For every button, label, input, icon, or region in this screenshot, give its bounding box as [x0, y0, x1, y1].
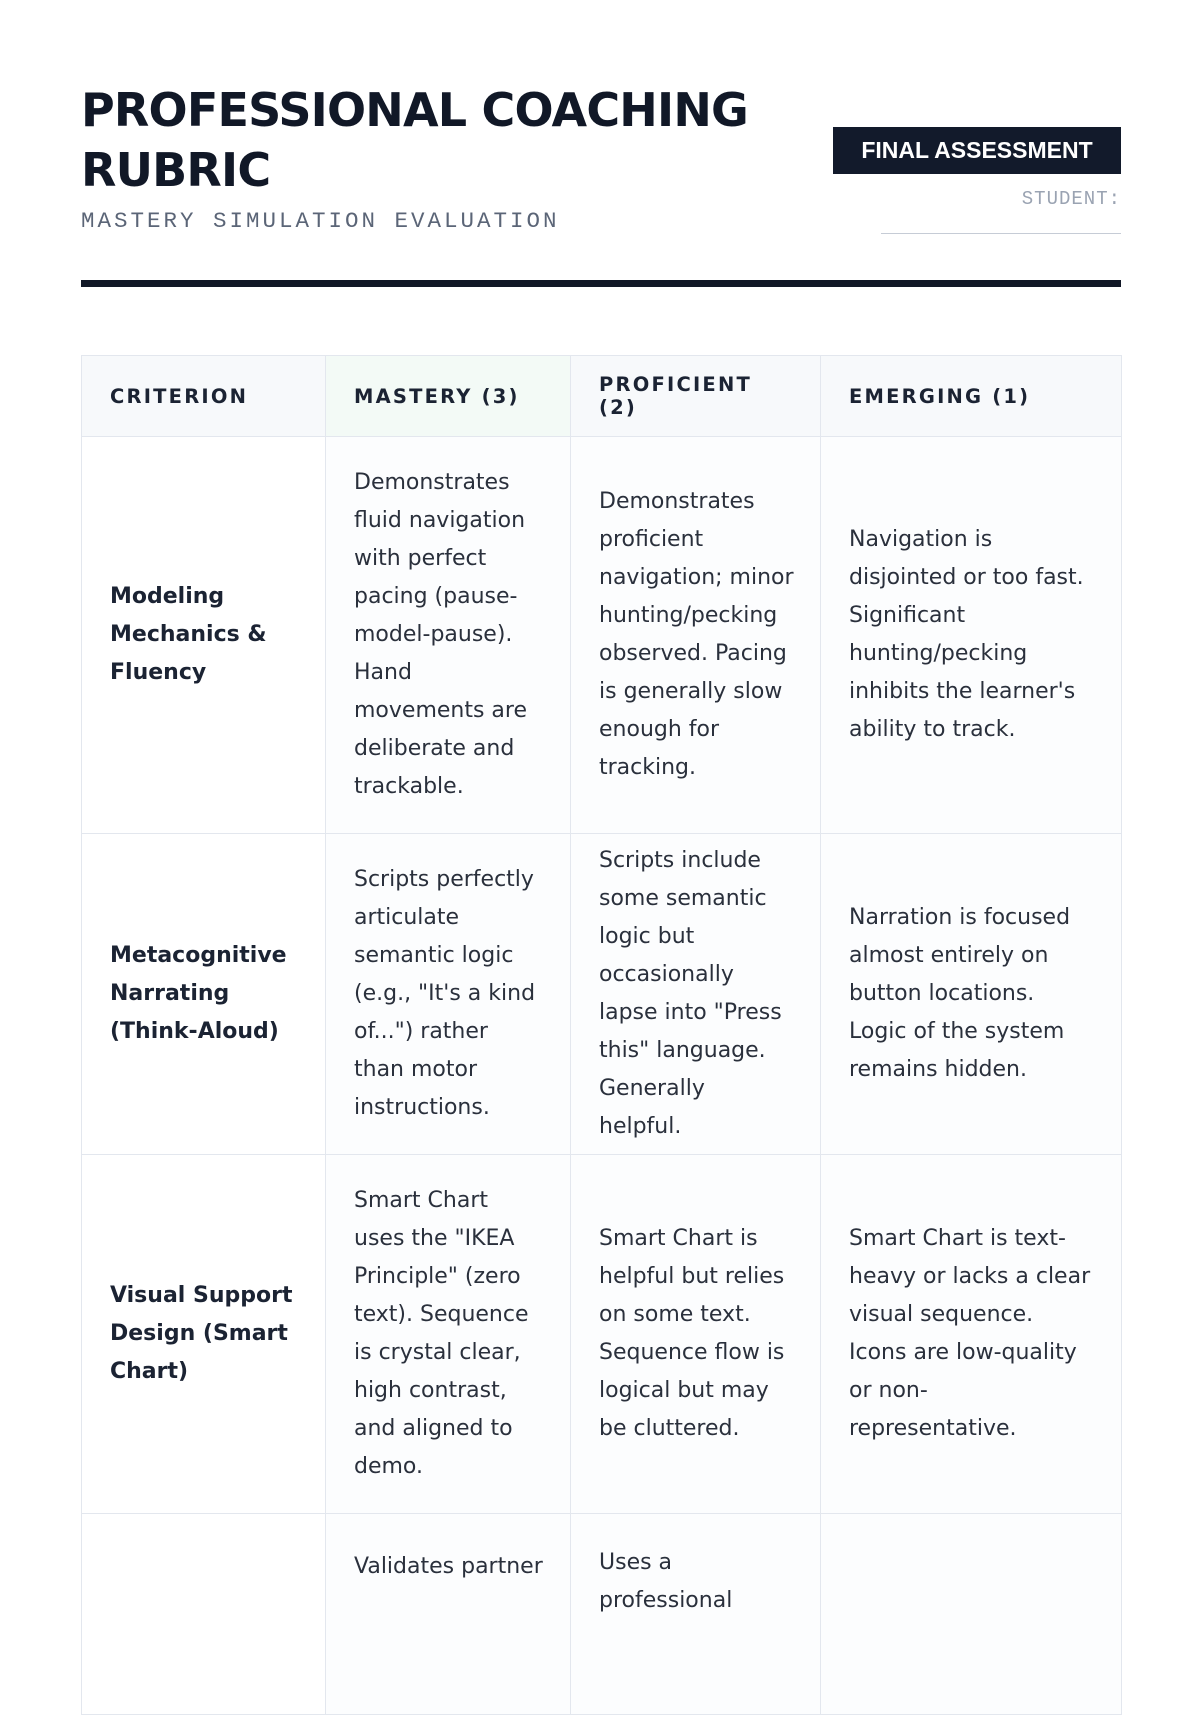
criterion-cell: Modeling Mechanics & Fluency [82, 437, 326, 834]
mastery-cell: Smart Chart uses the "IKEA Principle" (zero text). Sequence is crystal clear, high contrast, and aligned to demo. [326, 1155, 571, 1514]
criterion-cell [82, 1514, 326, 1715]
column-header-mastery: MASTERY (3) [326, 356, 571, 437]
mastery-cell: Scripts perfectly articulate semantic logic (e.g., "It's a kind of...") rather than motor instructions. [326, 834, 571, 1155]
table-row [82, 834, 1122, 1155]
header-divider [81, 280, 1121, 287]
proficient-cell [571, 1514, 821, 1715]
proficient-cell: Demonstrates proficient navigation; minor hunting/pecking observed. Pacing is generally slow enough for tracking. [571, 437, 821, 834]
emerging-cell: Narration is focused almost entirely on button locations. Logic of the system remains hidden. [821, 834, 1122, 1155]
page-title: PROFESSIONAL COACHING RUBRIC [81, 83, 748, 197]
student-name-line [881, 233, 1121, 234]
criterion-text [110, 1514, 299, 1548]
final-assessment-badge: FINAL ASSESSMENT [833, 127, 1121, 174]
table-row [82, 1514, 1122, 1715]
proficient-cell: Smart Chart is helpful but relies on some text. Sequence flow is logical but may be cluttered. [571, 1155, 821, 1514]
page-header [81, 0, 1121, 290]
proficient-text: Uses a professional [599, 1550, 733, 1613]
column-header-emerging: EMERGING (1) [821, 356, 1122, 437]
mastery-cell: Demonstrates fluid navigation with perfect pacing (pause-model-pause). Hand movements are deliberate and trackable. [326, 437, 571, 834]
table-row [82, 437, 1122, 834]
emerging-cell: Navigation is disjointed or too fast. Significant hunting/pecking inhibits the learner's ability to track. [821, 437, 1122, 834]
emerging-cell: Smart Chart is text-heavy or lacks a clear visual sequence. Icons are low-quality or non-representative. [821, 1155, 1122, 1514]
emerging-text [849, 1514, 1095, 1548]
criterion-cell: Metacognitive Narrating (Think-Aloud) [82, 834, 326, 1155]
mastery-text: Validates partner [354, 1554, 543, 1579]
student-label: STUDENT: [1021, 188, 1121, 210]
column-header-criterion: CRITERION [82, 356, 326, 437]
criterion-cell: Visual Support Design (Smart Chart) [82, 1155, 326, 1514]
table-header-row [82, 356, 1122, 437]
proficient-cell: Scripts include some semantic logic but occasionally lapse into "Press this" language. Generally helpful. [571, 834, 821, 1155]
page-subtitle: MASTERY SIMULATION EVALUATION [81, 208, 560, 234]
emerging-cell [821, 1514, 1122, 1715]
rubric-table [81, 355, 1122, 1715]
rubric-page [81, 0, 1121, 1613]
table-row [82, 1155, 1122, 1514]
mastery-cell [326, 1514, 571, 1715]
column-header-proficient: PROFICIENT (2) [571, 356, 821, 437]
